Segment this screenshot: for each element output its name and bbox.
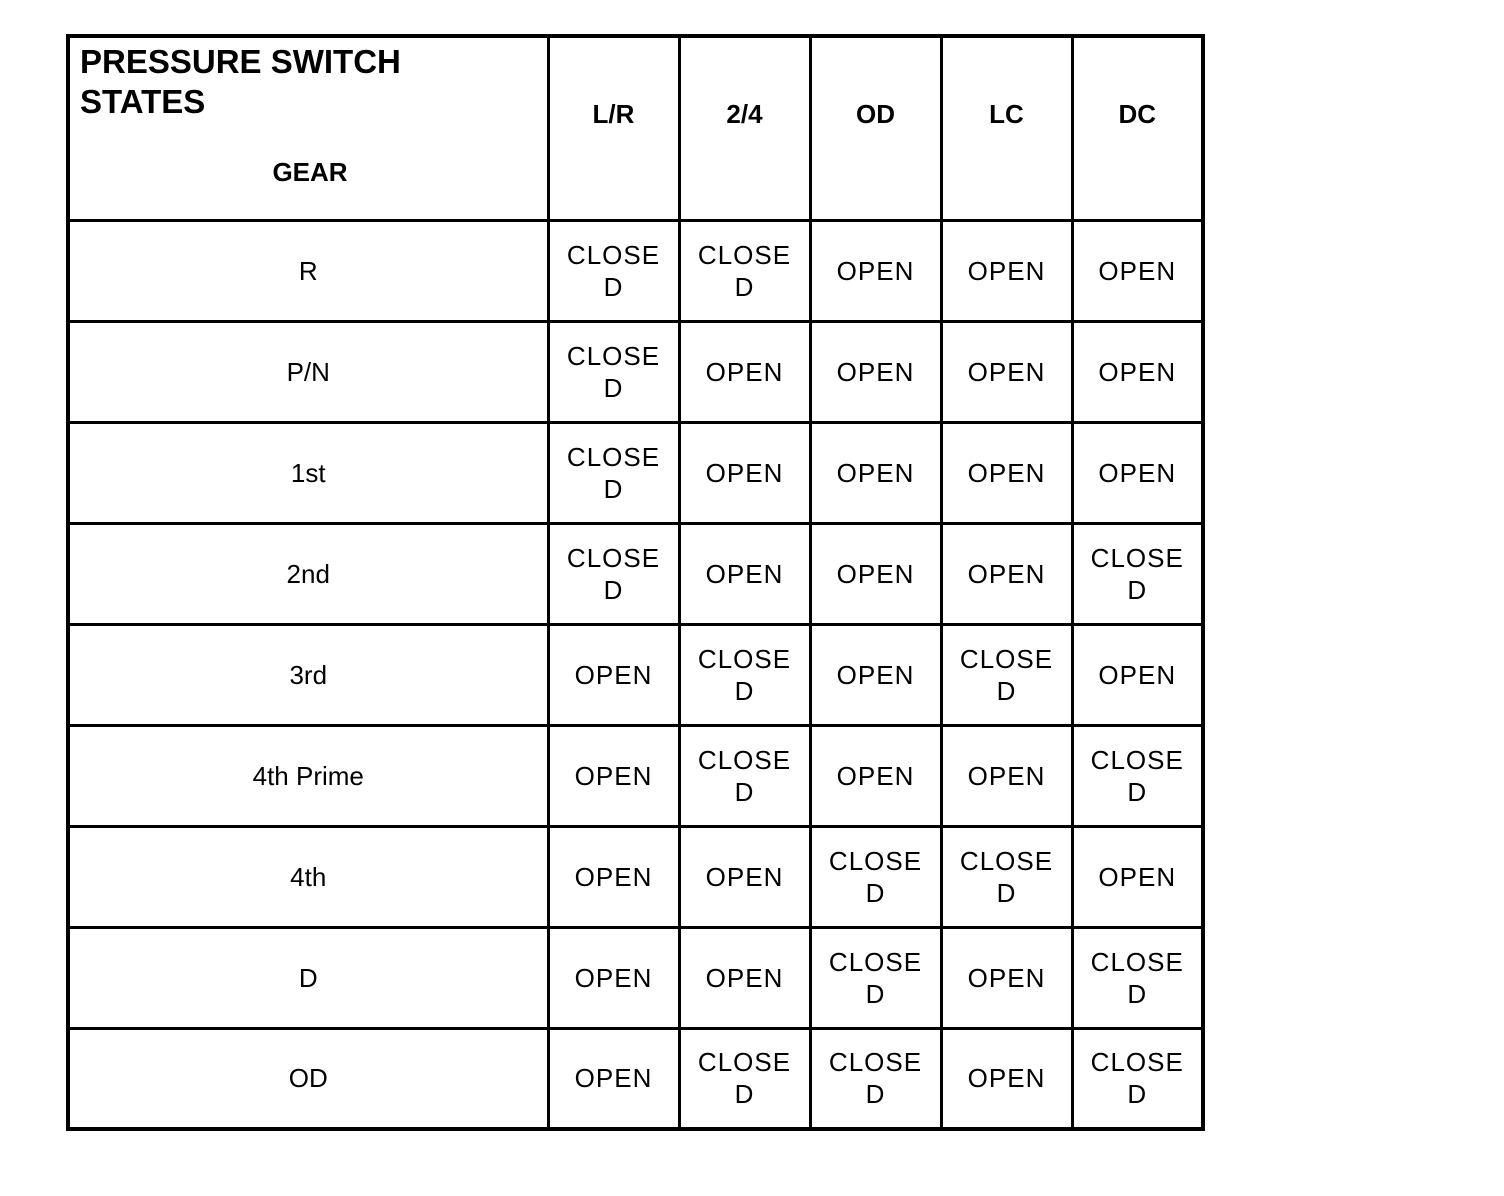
column-header-label: LC bbox=[989, 99, 1024, 130]
gear-cell: P/N bbox=[68, 321, 548, 422]
switch-state-cell bbox=[941, 321, 1072, 422]
switch-state-value: CLOSED bbox=[1090, 542, 1184, 605]
switch-state-cell bbox=[679, 826, 810, 927]
switch-state-cell bbox=[548, 826, 679, 927]
switch-state-cell bbox=[679, 725, 810, 826]
switch-state-cell bbox=[810, 321, 941, 422]
gear-cell: R bbox=[68, 220, 548, 321]
column-header-label: DC bbox=[1118, 99, 1157, 130]
column-header-label: OD bbox=[856, 99, 895, 130]
column-header-lc bbox=[941, 36, 1072, 220]
table-body bbox=[68, 220, 1203, 1129]
switch-state-value: OPEN bbox=[1098, 457, 1177, 488]
gear-cell: OD bbox=[68, 1028, 548, 1129]
switch-state-cell bbox=[810, 523, 941, 624]
switch-state-value: OPEN bbox=[574, 962, 653, 993]
switch-state-value: CLOSED bbox=[828, 1047, 923, 1110]
gear-cell: 4th Prime bbox=[68, 725, 548, 826]
switch-state-value: OPEN bbox=[574, 760, 653, 791]
switch-state-value: OPEN bbox=[967, 962, 1046, 993]
table-row bbox=[68, 624, 1203, 725]
table-row bbox=[68, 523, 1203, 624]
switch-state-cell bbox=[1072, 321, 1203, 422]
switch-state-value: OPEN bbox=[836, 356, 915, 387]
switch-state-value: CLOSED bbox=[697, 744, 792, 807]
switch-state-value: OPEN bbox=[705, 457, 784, 488]
switch-state-cell bbox=[679, 422, 810, 523]
table-row bbox=[68, 927, 1203, 1028]
switch-state-value: OPEN bbox=[836, 558, 915, 589]
column-header-2-4 bbox=[679, 36, 810, 220]
column-header-lr bbox=[548, 36, 679, 220]
gear-cell: 3rd bbox=[68, 624, 548, 725]
switch-state-value: CLOSED bbox=[697, 1047, 792, 1110]
column-header-label: L/R bbox=[592, 99, 635, 130]
switch-state-cell bbox=[679, 1028, 810, 1129]
switch-state-cell bbox=[548, 523, 679, 624]
column-header-label: 2/4 bbox=[726, 99, 763, 130]
table-row bbox=[68, 422, 1203, 523]
switch-state-value: OPEN bbox=[1098, 659, 1177, 690]
switch-state-cell bbox=[941, 624, 1072, 725]
switch-state-value: OPEN bbox=[1098, 356, 1177, 387]
table-row bbox=[68, 220, 1203, 321]
switch-state-value: CLOSED bbox=[1090, 946, 1184, 1009]
switch-state-cell bbox=[548, 220, 679, 321]
switch-state-value: CLOSED bbox=[566, 542, 661, 605]
switch-state-cell bbox=[679, 321, 810, 422]
switch-state-value: OPEN bbox=[967, 558, 1046, 589]
switch-state-value: CLOSED bbox=[959, 845, 1054, 908]
switch-state-value: CLOSED bbox=[828, 845, 923, 908]
switch-state-value: OPEN bbox=[705, 558, 784, 589]
switch-state-cell bbox=[941, 422, 1072, 523]
header-row bbox=[68, 36, 1203, 220]
switch-state-value: OPEN bbox=[574, 1063, 653, 1094]
table-row bbox=[68, 1028, 1203, 1129]
switch-state-cell bbox=[548, 321, 679, 422]
switch-state-cell bbox=[941, 826, 1072, 927]
switch-state-cell bbox=[548, 624, 679, 725]
switch-state-cell bbox=[679, 624, 810, 725]
switch-state-value: OPEN bbox=[1098, 861, 1177, 892]
switch-state-cell bbox=[941, 927, 1072, 1028]
column-header-od bbox=[810, 36, 941, 220]
gear-column-label: GEAR bbox=[272, 157, 348, 187]
switch-state-cell bbox=[1072, 927, 1203, 1028]
switch-state-value: CLOSED bbox=[697, 239, 792, 302]
table-row bbox=[68, 826, 1203, 927]
gear-cell: D bbox=[68, 927, 548, 1028]
switch-state-cell bbox=[941, 725, 1072, 826]
switch-state-value: OPEN bbox=[967, 760, 1046, 791]
switch-state-cell bbox=[679, 523, 810, 624]
switch-state-cell bbox=[1072, 422, 1203, 523]
switch-state-cell bbox=[679, 220, 810, 321]
switch-state-cell bbox=[548, 422, 679, 523]
gear-cell: 1st bbox=[68, 422, 548, 523]
switch-state-cell bbox=[810, 1028, 941, 1129]
switch-state-value: CLOSED bbox=[828, 946, 923, 1009]
switch-state-cell bbox=[810, 220, 941, 321]
switch-state-value: CLOSED bbox=[1090, 1047, 1184, 1110]
switch-state-value: CLOSED bbox=[566, 340, 661, 403]
switch-state-value: CLOSED bbox=[697, 643, 792, 706]
table-title: PRESSURE SWITCH STATES bbox=[80, 43, 401, 120]
switch-state-cell bbox=[548, 927, 679, 1028]
switch-state-value: OPEN bbox=[705, 861, 784, 892]
switch-state-value: OPEN bbox=[705, 962, 784, 993]
switch-state-value: OPEN bbox=[836, 659, 915, 690]
switch-state-cell bbox=[548, 725, 679, 826]
switch-state-cell bbox=[941, 220, 1072, 321]
switch-state-value: OPEN bbox=[705, 356, 784, 387]
switch-state-value: OPEN bbox=[836, 760, 915, 791]
switch-state-value: OPEN bbox=[1098, 255, 1177, 286]
switch-state-cell bbox=[810, 624, 941, 725]
switch-state-cell bbox=[1072, 220, 1203, 321]
switch-state-value: OPEN bbox=[574, 659, 653, 690]
gear-cell: 4th bbox=[68, 826, 548, 927]
column-header-dc bbox=[1072, 36, 1203, 220]
switch-state-cell bbox=[1072, 523, 1203, 624]
switch-state-value: OPEN bbox=[836, 255, 915, 286]
table-row bbox=[68, 725, 1203, 826]
switch-state-cell bbox=[810, 826, 941, 927]
switch-state-cell bbox=[941, 523, 1072, 624]
switch-state-cell bbox=[1072, 826, 1203, 927]
switch-state-cell bbox=[548, 1028, 679, 1129]
switch-state-cell bbox=[1072, 624, 1203, 725]
switch-state-cell bbox=[941, 1028, 1072, 1129]
gear-cell: 2nd bbox=[68, 523, 548, 624]
switch-state-value: OPEN bbox=[967, 255, 1046, 286]
pressure-switch-table bbox=[66, 34, 1205, 1131]
switch-state-value: OPEN bbox=[836, 457, 915, 488]
switch-state-cell bbox=[1072, 1028, 1203, 1129]
switch-state-cell bbox=[679, 927, 810, 1028]
switch-state-cell bbox=[810, 725, 941, 826]
switch-state-value: CLOSED bbox=[959, 643, 1054, 706]
switch-state-value: CLOSED bbox=[566, 441, 661, 504]
switch-state-value: OPEN bbox=[967, 457, 1046, 488]
switch-state-cell bbox=[810, 422, 941, 523]
table-row bbox=[68, 321, 1203, 422]
corner-header-cell bbox=[68, 36, 548, 220]
switch-state-cell bbox=[1072, 725, 1203, 826]
switch-state-value: OPEN bbox=[967, 1063, 1046, 1094]
switch-state-value: CLOSED bbox=[1090, 744, 1184, 807]
switch-state-value: OPEN bbox=[574, 861, 653, 892]
switch-state-value: CLOSED bbox=[566, 239, 661, 302]
switch-state-cell bbox=[810, 927, 941, 1028]
switch-state-value: OPEN bbox=[967, 356, 1046, 387]
